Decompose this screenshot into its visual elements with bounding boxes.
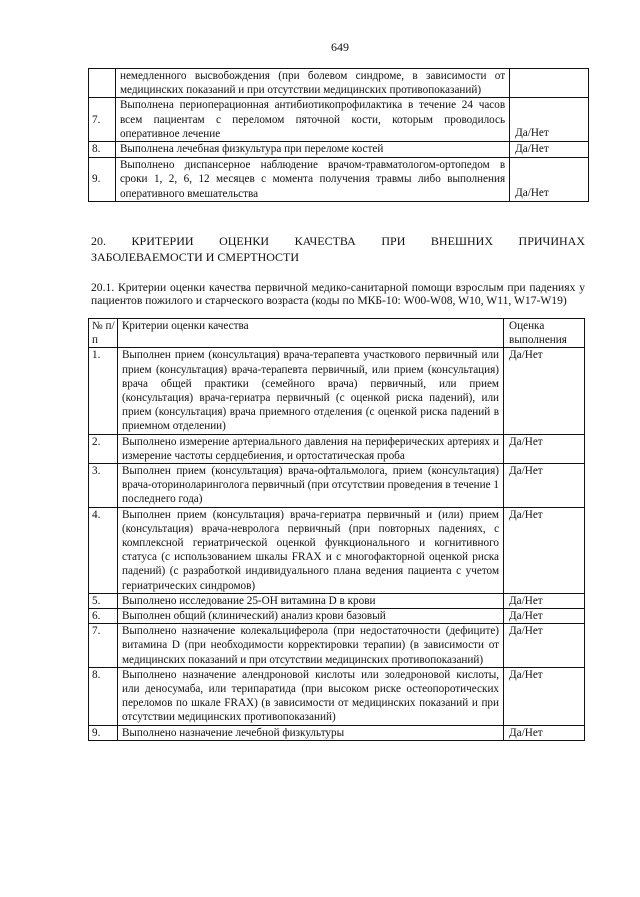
criterion-text: Выполнен прием (консультация) врача-гериатра первичный и (или) прием (консультация) врача-невролога первичный (при повторных падениях, с комплексной гериатрической оценкой функционального и когнитивного статуса (с использованием шкалы FRAX и с многофакторной оценкой риска падений) (с разработкой индивидуального плана ведения пациента с учетом гериатрических синдромов) (117, 507, 503, 593)
table-row (89, 725, 585, 740)
grade-cell: Да/Нет (504, 464, 585, 508)
row-number: 2. (89, 434, 118, 463)
grade-cell: Да/Нет (510, 158, 589, 202)
grade-cell (510, 69, 589, 98)
table-row (89, 69, 589, 98)
row-number: 6. (89, 609, 118, 624)
criterion-text: Выполнен прием (консультация) врача-терапевта участкового первичный или прием (консультация) врача-терапевта первичный, или прием (консультация) врача общей практики (семейного врача) первичный, или прием (консультация) врача-гериатра первичный (с оценкой риска падений), или прием (консультация) врача приемного отделения (с оценкой риска падений в приемном отделении) (117, 348, 503, 434)
table-row (89, 142, 589, 158)
row-number: 5. (89, 593, 118, 608)
grade-cell: Да/Нет (510, 142, 589, 158)
grade-cell: Да/Нет (504, 593, 585, 608)
row-number: 3. (89, 464, 118, 508)
grade-cell: Да/Нет (510, 98, 589, 142)
row-number: 9. (89, 725, 118, 740)
criterion-text: Выполнено назначение колекальциферола (при недостаточности (дефиците) витамина D (при необходимости корректировки терапии) (в зависимости от медицинских показаний и при отсутствии медицинских противопоказаний) (117, 624, 503, 668)
grade-cell: Да/Нет (504, 624, 585, 668)
row-number: 4. (89, 507, 118, 593)
criterion-text: Выполнен прием (консультация) врача-офтальмолога, прием (консультация) врача-оториноларинголога первичный (при отсутствии проведения в течение 1 последнего года) (117, 464, 503, 508)
table-row (89, 507, 585, 593)
column-header-number: № п/п (89, 319, 118, 348)
criterion-text: Выполнено назначение лечебной физкультуры (117, 725, 503, 740)
row-number: 7. (89, 98, 116, 142)
table-row (89, 98, 589, 142)
grade-cell: Да/Нет (504, 609, 585, 624)
table-row (89, 667, 585, 725)
criterion-text: Выполнено измерение артериального давления на периферических артериях и измерение частоты сердцебиения, и ортостатическая проба (117, 434, 503, 463)
section-heading: 20. КРИТЕРИИ ОЦЕНКИ КАЧЕСТВА ПРИ ВНЕШНИХ ПРИЧИНАХ (91, 234, 585, 248)
grade-cell: Да/Нет (504, 667, 585, 725)
grade-cell: Да/Нет (504, 507, 585, 593)
table-header-row (89, 319, 585, 348)
row-number: 9. (89, 158, 116, 202)
criterion-text: Выполнена лечебная физкультура при переломе костей (115, 142, 509, 158)
column-header-criterion: Критерии оценки качества (117, 319, 503, 348)
criterion-text: Выполнен общий (клинический) анализ крови базовый (117, 609, 503, 624)
criterion-text: Выполнено назначение алендроновой кислоты или золедроновой кислоты, или деносумаба, или терипаратида (при высоком риске остеопоротических переломов по шкале FRAX) (в зависимости от медицинских показаний и при отсутствии медицинских противопоказаний) (117, 667, 503, 725)
criteria-table-continued (88, 68, 589, 202)
row-number: 7. (89, 624, 118, 668)
table-row (89, 434, 585, 463)
table-row (89, 348, 585, 434)
criteria-table (88, 318, 585, 741)
table-row (89, 158, 589, 202)
table-row (89, 609, 585, 624)
table-row (89, 624, 585, 668)
page-number: 649 (331, 40, 349, 54)
grade-cell: Да/Нет (504, 434, 585, 463)
table-row (89, 593, 585, 608)
column-header-grade: Оценка выполнения (504, 319, 585, 348)
row-number (89, 69, 116, 98)
row-number: 1. (89, 348, 118, 434)
row-number: 8. (89, 667, 118, 725)
grade-cell: Да/Нет (504, 725, 585, 740)
row-number: 8. (89, 142, 116, 158)
criterion-text: Выполнено исследование 25-ОН витамина D в крови (117, 593, 503, 608)
table-row (89, 464, 585, 508)
section-heading-continued: ЗАБОЛЕВАЕМОСТИ И СМЕРТНОСТИ (91, 250, 300, 264)
criterion-text: немедленного высвобождения (при болевом синдроме, в зависимости от медицинских показаний и при отсутствии медицинских противопоказаний) (115, 69, 509, 98)
criterion-text: Выполнено диспансерное наблюдение врачом-травматологом-ортопедом в сроки 1, 2, 6, 12 месяцев с момента получения травмы либо выполнения оперативного вмешательства (115, 158, 509, 202)
subsection-title: 20.1. Критерии оценки качества первичной медико-санитарной помощи взрослым при падениях у пациентов пожилого и старческого возраста (коды по МКБ-10: W00-W08, W10, W11, W17-W19) (91, 281, 585, 307)
grade-cell: Да/Нет (504, 348, 585, 434)
criterion-text: Выполнена периоперационная антибиотикопрофилактика в течение 24 часов всем пациентам с переломом пяточной кости, которым проводилось оперативное лечение (115, 98, 509, 142)
